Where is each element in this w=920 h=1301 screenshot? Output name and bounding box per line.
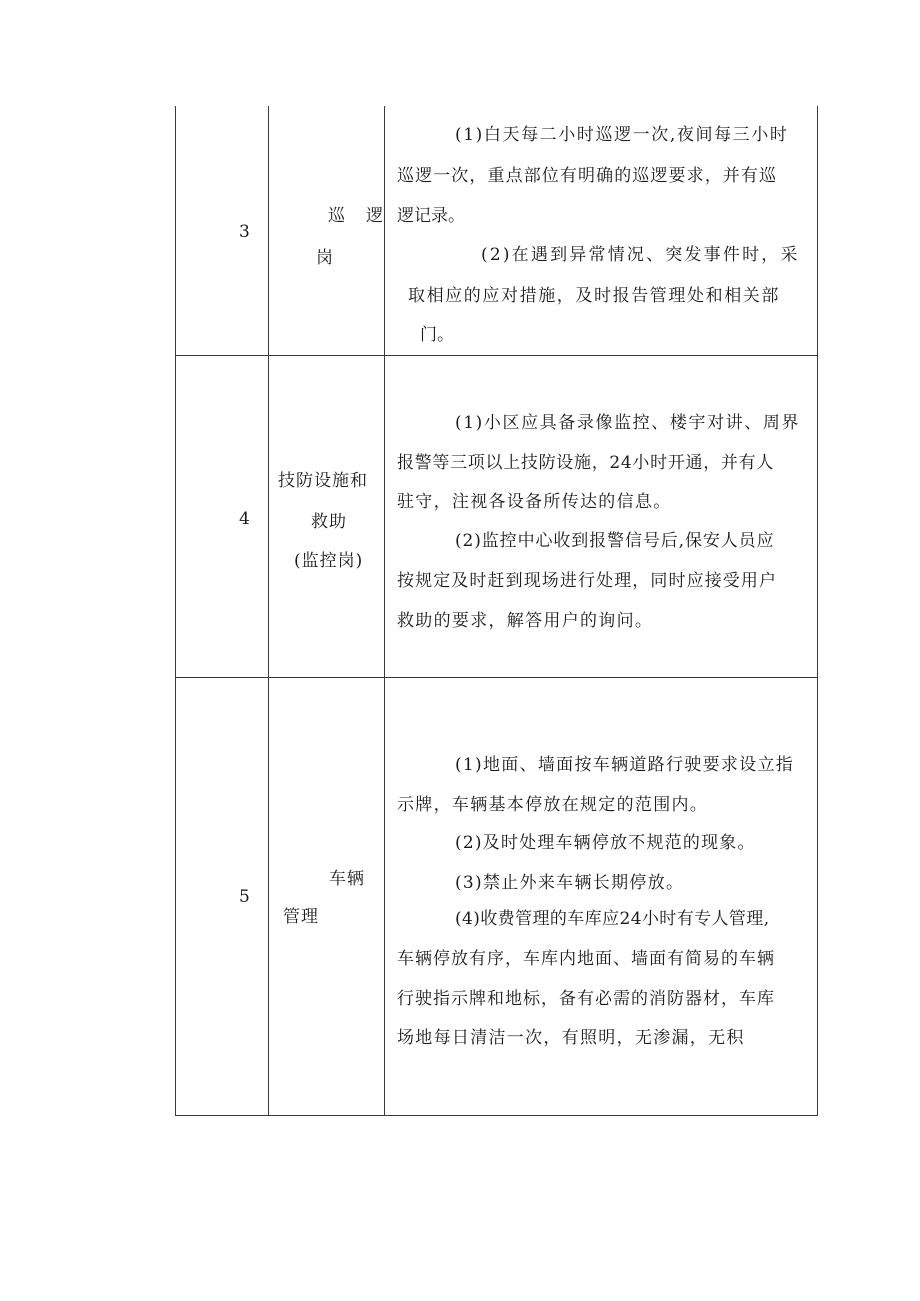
duty-text-line: 取相应的应对措施，及时报告管理处和相关部 (408, 286, 780, 306)
row-number: 4 (239, 509, 250, 529)
duty-text-line: 门。 (420, 325, 454, 345)
duty-text-line: 驻守，注视各设备所传达的信息。 (397, 492, 672, 512)
duty-text-line: (1)白天每二小时巡逻一次,夜间每三小时 (455, 125, 789, 145)
table-border-bottom (175, 1115, 818, 1116)
row-number: 3 (239, 222, 250, 242)
duty-text-line: 巡逻一次，重点部位有明确的巡逻要求，并有巡 (397, 166, 778, 186)
duty-text-line: 车辆停放有序，车库内地面、墙面有简易的车辆 (397, 949, 775, 969)
duty-text-line: (2)在遇到异常情况、突发事件时，采 (481, 245, 800, 265)
duty-text-line: (2)及时处理车辆停放不规范的现象。 (455, 833, 756, 853)
row-divider-1 (175, 355, 818, 356)
duty-text-line: (1)地面、墙面按车辆道路行驶要求设立指 (455, 755, 795, 775)
duty-text-line: 救助的要求，解答用户的询问。 (397, 611, 654, 631)
post-name: (监控岗) (294, 551, 364, 571)
row-divider-2 (175, 677, 818, 678)
duty-text-line: (3)禁止外来车辆长期停放。 (455, 873, 685, 893)
duty-text-line: (4)收费管理的车库应24小时有专人管理, (455, 909, 770, 929)
duty-text-line: 行驶指示牌和地标，备有必需的消防器材，车库 (397, 989, 775, 1009)
duty-text-line: 按规定及时赶到现场进行处理，同时应接受用户 (397, 571, 778, 591)
table-border-left (175, 106, 176, 1116)
post-name: 救助 (311, 512, 347, 532)
duty-text-line: 逻记录。 (397, 206, 465, 226)
duty-text-line: (1)小区应具备录像监控、楼宇对讲、周界 (455, 413, 801, 433)
table-border-right (817, 106, 818, 1116)
duty-text-line: (2)监控中心收到报警信号后,保安人员应 (455, 531, 775, 551)
duty-text-line: 场地每日清洁一次，有照明，无渗漏，无积 (397, 1028, 745, 1048)
duty-text-line: 报警等三项以上技防设施，24小时开通，并有人 (397, 453, 775, 473)
post-name: 管理 (283, 907, 319, 927)
row-number: 5 (239, 887, 250, 907)
post-name: 岗 (316, 248, 333, 268)
post-name: 车辆 (329, 869, 365, 889)
column-divider-1 (268, 106, 269, 1116)
column-divider-2 (384, 106, 385, 1116)
post-name: 巡 逻 (328, 206, 385, 226)
post-name: 技防设施和 (278, 471, 368, 491)
duty-text-line: 示牌，车辆基本停放在规定的范围内。 (397, 795, 709, 815)
